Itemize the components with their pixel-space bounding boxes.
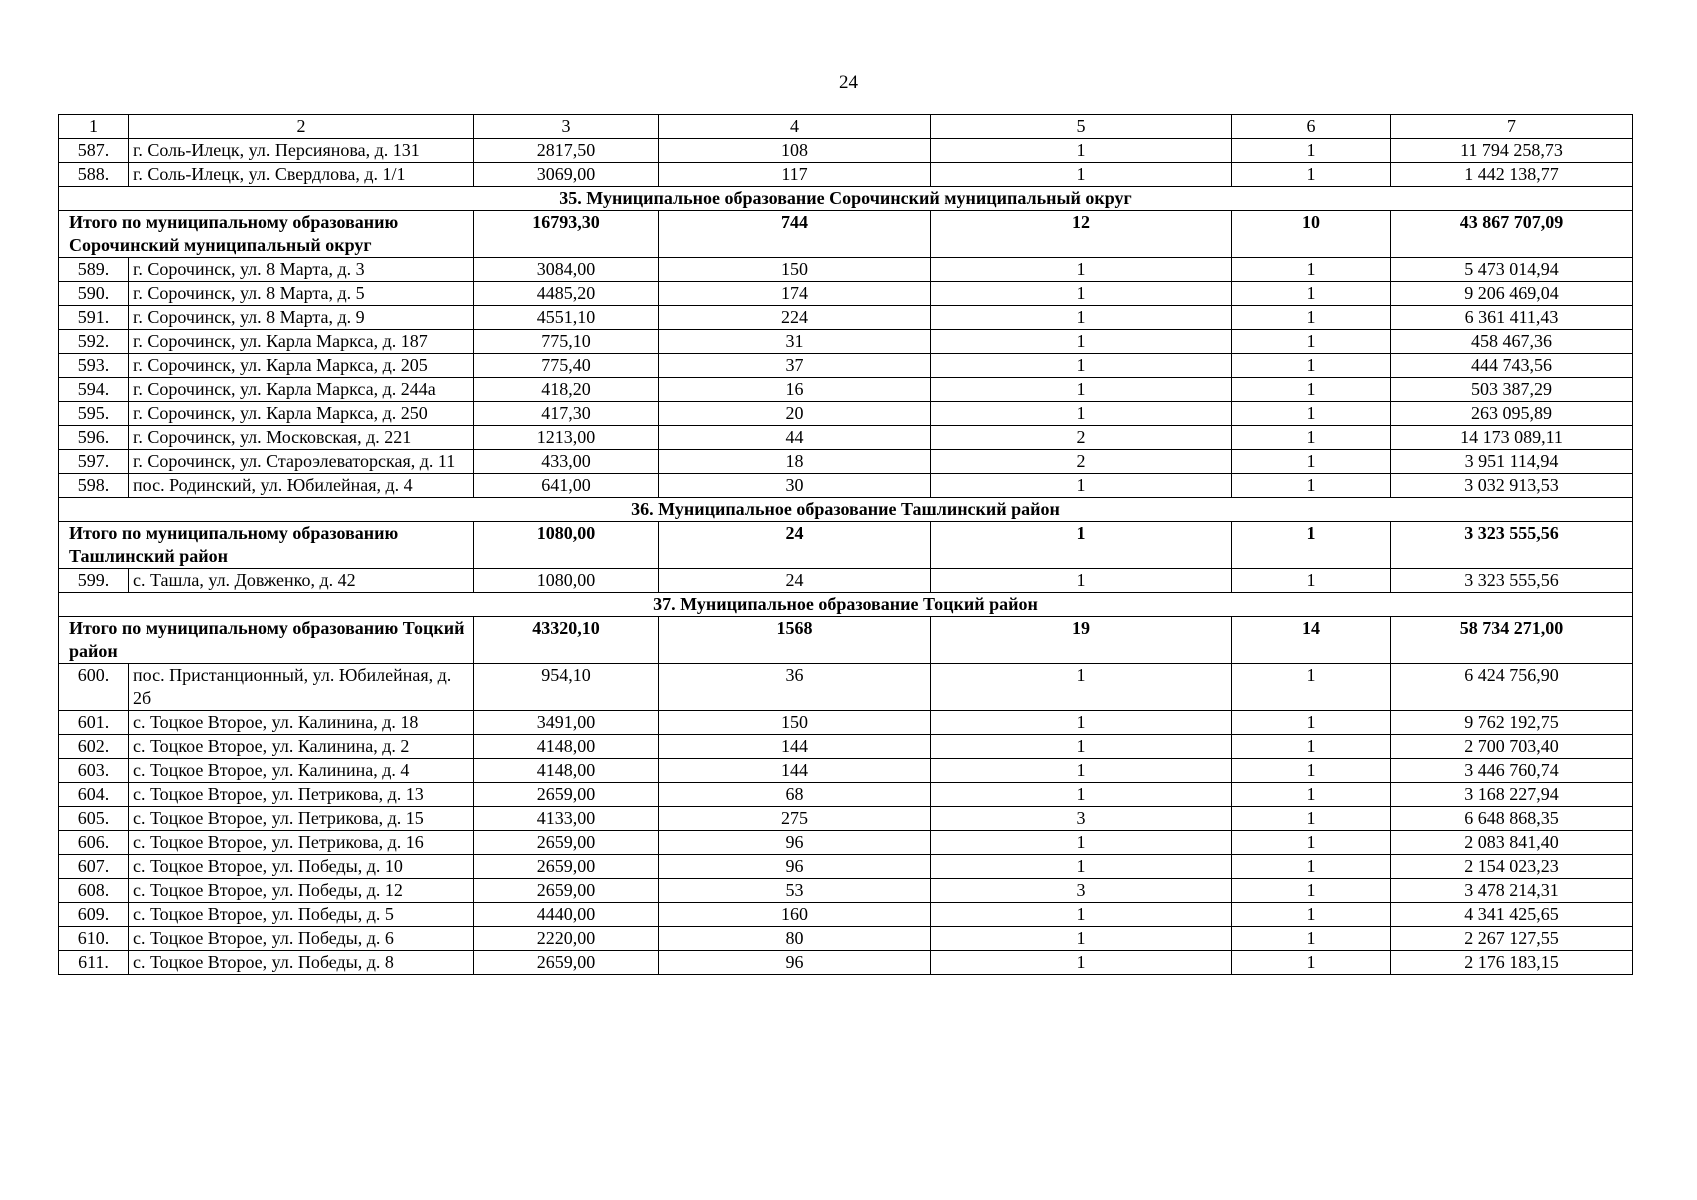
address-cell: с. Тоцкое Второе, ул. Победы, д. 12 bbox=[129, 879, 474, 903]
address-cell: с. Тоцкое Второе, ул. Калинина, д. 4 bbox=[129, 759, 474, 783]
row-number: 607. bbox=[59, 855, 129, 879]
table-row bbox=[59, 474, 1633, 498]
area-cell: 775,10 bbox=[474, 330, 659, 354]
total-sum: 43 867 707,09 bbox=[1391, 211, 1633, 258]
row-number: 593. bbox=[59, 354, 129, 378]
sum-cell: 503 387,29 bbox=[1391, 378, 1633, 402]
table-row bbox=[59, 378, 1633, 402]
count-cell: 144 bbox=[659, 759, 931, 783]
address-cell: г. Сорочинск, ул. Карла Маркса, д. 250 bbox=[129, 402, 474, 426]
col5-cell: 1 bbox=[931, 282, 1232, 306]
page-number: 24 bbox=[839, 72, 858, 93]
section-title: 35. Муниципальное образование Сорочинский муниципальный округ bbox=[59, 187, 1633, 211]
address-cell: г. Соль-Илецк, ул. Свердлова, д. 1/1 bbox=[129, 163, 474, 187]
area-cell: 2659,00 bbox=[474, 831, 659, 855]
address-cell: с. Тоцкое Второе, ул. Петрикова, д. 15 bbox=[129, 807, 474, 831]
table-row bbox=[59, 831, 1633, 855]
count-cell: 150 bbox=[659, 258, 931, 282]
count-cell: 108 bbox=[659, 139, 931, 163]
column-header: 1 bbox=[59, 115, 129, 139]
count-cell: 224 bbox=[659, 306, 931, 330]
area-cell: 4485,20 bbox=[474, 282, 659, 306]
area-cell: 775,40 bbox=[474, 354, 659, 378]
count-cell: 150 bbox=[659, 711, 931, 735]
total-col5: 12 bbox=[931, 211, 1232, 258]
total-col6: 1 bbox=[1232, 522, 1391, 569]
area-cell: 2220,00 bbox=[474, 927, 659, 951]
sum-cell: 2 267 127,55 bbox=[1391, 927, 1633, 951]
col6-cell: 1 bbox=[1232, 903, 1391, 927]
area-cell: 954,10 bbox=[474, 664, 659, 711]
section-header-row bbox=[59, 593, 1633, 617]
col6-cell: 1 bbox=[1232, 306, 1391, 330]
address-cell: с. Тоцкое Второе, ул. Петрикова, д. 13 bbox=[129, 783, 474, 807]
row-number: 608. bbox=[59, 879, 129, 903]
count-cell: 30 bbox=[659, 474, 931, 498]
area-cell: 4133,00 bbox=[474, 807, 659, 831]
count-cell: 96 bbox=[659, 951, 931, 975]
table-row bbox=[59, 354, 1633, 378]
sum-cell: 3 951 114,94 bbox=[1391, 450, 1633, 474]
address-cell: пос. Родинский, ул. Юбилейная, д. 4 bbox=[129, 474, 474, 498]
sum-cell: 6 361 411,43 bbox=[1391, 306, 1633, 330]
col6-cell: 1 bbox=[1232, 855, 1391, 879]
row-number: 591. bbox=[59, 306, 129, 330]
count-cell: 174 bbox=[659, 282, 931, 306]
count-cell: 20 bbox=[659, 402, 931, 426]
col6-cell: 1 bbox=[1232, 330, 1391, 354]
table-row bbox=[59, 450, 1633, 474]
count-cell: 16 bbox=[659, 378, 931, 402]
row-number: 610. bbox=[59, 927, 129, 951]
address-cell: с. Тоцкое Второе, ул. Калинина, д. 18 bbox=[129, 711, 474, 735]
row-number: 599. bbox=[59, 569, 129, 593]
total-label: Итого по муниципальному образованию Сорочинский муниципальный округ bbox=[59, 211, 474, 258]
total-col6: 14 bbox=[1232, 617, 1391, 664]
address-cell: с. Тоцкое Второе, ул. Победы, д. 5 bbox=[129, 903, 474, 927]
total-count: 24 bbox=[659, 522, 931, 569]
table-row bbox=[59, 927, 1633, 951]
area-cell: 2817,50 bbox=[474, 139, 659, 163]
address-cell: с. Тоцкое Второе, ул. Петрикова, д. 16 bbox=[129, 831, 474, 855]
col5-cell: 1 bbox=[931, 927, 1232, 951]
table-row bbox=[59, 711, 1633, 735]
sum-cell: 9 206 469,04 bbox=[1391, 282, 1633, 306]
address-cell: г. Сорочинск, ул. 8 Марта, д. 3 bbox=[129, 258, 474, 282]
row-number: 594. bbox=[59, 378, 129, 402]
col5-cell: 1 bbox=[931, 951, 1232, 975]
row-number: 601. bbox=[59, 711, 129, 735]
col6-cell: 1 bbox=[1232, 354, 1391, 378]
column-header: 6 bbox=[1232, 115, 1391, 139]
count-cell: 96 bbox=[659, 831, 931, 855]
row-number: 604. bbox=[59, 783, 129, 807]
count-cell: 144 bbox=[659, 735, 931, 759]
total-row bbox=[59, 617, 1633, 664]
area-cell: 3491,00 bbox=[474, 711, 659, 735]
col5-cell: 3 bbox=[931, 879, 1232, 903]
total-count: 1568 bbox=[659, 617, 931, 664]
sum-cell: 3 478 214,31 bbox=[1391, 879, 1633, 903]
row-number: 587. bbox=[59, 139, 129, 163]
sum-cell: 5 473 014,94 bbox=[1391, 258, 1633, 282]
row-number: 597. bbox=[59, 450, 129, 474]
col5-cell: 1 bbox=[931, 306, 1232, 330]
count-cell: 36 bbox=[659, 664, 931, 711]
table-row bbox=[59, 569, 1633, 593]
address-cell: г. Сорочинск, ул. Карла Маркса, д. 205 bbox=[129, 354, 474, 378]
row-number: 611. bbox=[59, 951, 129, 975]
table-row bbox=[59, 855, 1633, 879]
sum-cell: 14 173 089,11 bbox=[1391, 426, 1633, 450]
count-cell: 18 bbox=[659, 450, 931, 474]
count-cell: 80 bbox=[659, 927, 931, 951]
sum-cell: 3 446 760,74 bbox=[1391, 759, 1633, 783]
col5-cell: 1 bbox=[931, 378, 1232, 402]
col6-cell: 1 bbox=[1232, 951, 1391, 975]
col6-cell: 1 bbox=[1232, 450, 1391, 474]
col5-cell: 2 bbox=[931, 426, 1232, 450]
area-cell: 2659,00 bbox=[474, 783, 659, 807]
count-cell: 275 bbox=[659, 807, 931, 831]
table-row bbox=[59, 258, 1633, 282]
area-cell: 4440,00 bbox=[474, 903, 659, 927]
address-cell: г. Сорочинск, ул. 8 Марта, д. 9 bbox=[129, 306, 474, 330]
sum-cell: 2 700 703,40 bbox=[1391, 735, 1633, 759]
sum-cell: 2 154 023,23 bbox=[1391, 855, 1633, 879]
area-cell: 4148,00 bbox=[474, 759, 659, 783]
col6-cell: 1 bbox=[1232, 783, 1391, 807]
sum-cell: 2 083 841,40 bbox=[1391, 831, 1633, 855]
area-cell: 1213,00 bbox=[474, 426, 659, 450]
table-row bbox=[59, 426, 1633, 450]
address-cell: г. Сорочинск, ул. Карла Маркса, д. 244а bbox=[129, 378, 474, 402]
count-cell: 117 bbox=[659, 163, 931, 187]
col5-cell: 1 bbox=[931, 163, 1232, 187]
section-title: 36. Муниципальное образование Ташлинский район bbox=[59, 498, 1633, 522]
total-col5: 19 bbox=[931, 617, 1232, 664]
column-header: 7 bbox=[1391, 115, 1633, 139]
count-cell: 24 bbox=[659, 569, 931, 593]
area-cell: 4148,00 bbox=[474, 735, 659, 759]
total-col5: 1 bbox=[931, 522, 1232, 569]
area-cell: 2659,00 bbox=[474, 951, 659, 975]
sum-cell: 3 032 913,53 bbox=[1391, 474, 1633, 498]
col5-cell: 1 bbox=[931, 735, 1232, 759]
col5-cell: 1 bbox=[931, 354, 1232, 378]
column-header: 2 bbox=[129, 115, 474, 139]
sum-cell: 4 341 425,65 bbox=[1391, 903, 1633, 927]
total-row bbox=[59, 211, 1633, 258]
address-cell: г. Сорочинск, ул. Карла Маркса, д. 187 bbox=[129, 330, 474, 354]
total-sum: 58 734 271,00 bbox=[1391, 617, 1633, 664]
area-cell: 4551,10 bbox=[474, 306, 659, 330]
col6-cell: 1 bbox=[1232, 711, 1391, 735]
count-cell: 31 bbox=[659, 330, 931, 354]
col6-cell: 1 bbox=[1232, 474, 1391, 498]
col6-cell: 1 bbox=[1232, 735, 1391, 759]
table-row bbox=[59, 759, 1633, 783]
col5-cell: 1 bbox=[931, 139, 1232, 163]
section-header-row bbox=[59, 498, 1633, 522]
count-cell: 68 bbox=[659, 783, 931, 807]
table-row bbox=[59, 664, 1633, 711]
table-row bbox=[59, 903, 1633, 927]
address-cell: с. Тоцкое Второе, ул. Калинина, д. 2 bbox=[129, 735, 474, 759]
address-cell: с. Тоцкое Второе, ул. Победы, д. 10 bbox=[129, 855, 474, 879]
col5-cell: 3 bbox=[931, 807, 1232, 831]
col5-cell: 1 bbox=[931, 783, 1232, 807]
row-number: 603. bbox=[59, 759, 129, 783]
total-area: 1080,00 bbox=[474, 522, 659, 569]
col6-cell: 1 bbox=[1232, 664, 1391, 711]
area-cell: 1080,00 bbox=[474, 569, 659, 593]
area-cell: 417,30 bbox=[474, 402, 659, 426]
table-row bbox=[59, 402, 1633, 426]
total-area: 43320,10 bbox=[474, 617, 659, 664]
table-row bbox=[59, 879, 1633, 903]
col5-cell: 1 bbox=[931, 569, 1232, 593]
total-sum: 3 323 555,56 bbox=[1391, 522, 1633, 569]
sum-cell: 9 762 192,75 bbox=[1391, 711, 1633, 735]
col6-cell: 1 bbox=[1232, 759, 1391, 783]
row-number: 595. bbox=[59, 402, 129, 426]
sum-cell: 458 467,36 bbox=[1391, 330, 1633, 354]
col5-cell: 2 bbox=[931, 450, 1232, 474]
address-cell: с. Ташла, ул. Довженко, д. 42 bbox=[129, 569, 474, 593]
table-row bbox=[59, 282, 1633, 306]
col5-cell: 1 bbox=[931, 664, 1232, 711]
col6-cell: 1 bbox=[1232, 282, 1391, 306]
row-number: 606. bbox=[59, 831, 129, 855]
row-number: 600. bbox=[59, 664, 129, 711]
col5-cell: 1 bbox=[931, 711, 1232, 735]
col6-cell: 1 bbox=[1232, 258, 1391, 282]
col5-cell: 1 bbox=[931, 402, 1232, 426]
total-row bbox=[59, 522, 1633, 569]
col6-cell: 1 bbox=[1232, 426, 1391, 450]
sum-cell: 11 794 258,73 bbox=[1391, 139, 1633, 163]
total-label: Итого по муниципальному образованию Тоцкий район bbox=[59, 617, 474, 664]
housing-table bbox=[58, 114, 1633, 975]
table-row bbox=[59, 735, 1633, 759]
address-cell: с. Тоцкое Второе, ул. Победы, д. 6 bbox=[129, 927, 474, 951]
table-row bbox=[59, 951, 1633, 975]
col6-cell: 1 bbox=[1232, 807, 1391, 831]
row-number: 589. bbox=[59, 258, 129, 282]
sum-cell: 3 168 227,94 bbox=[1391, 783, 1633, 807]
address-cell: с. Тоцкое Второе, ул. Победы, д. 8 bbox=[129, 951, 474, 975]
sum-cell: 1 442 138,77 bbox=[1391, 163, 1633, 187]
count-cell: 37 bbox=[659, 354, 931, 378]
address-cell: пос. Пристанционный, ул. Юбилейная, д. 2б bbox=[129, 664, 474, 711]
total-count: 744 bbox=[659, 211, 931, 258]
row-number: 596. bbox=[59, 426, 129, 450]
row-number: 592. bbox=[59, 330, 129, 354]
area-cell: 418,20 bbox=[474, 378, 659, 402]
total-area: 16793,30 bbox=[474, 211, 659, 258]
table-row bbox=[59, 163, 1633, 187]
col5-cell: 1 bbox=[931, 330, 1232, 354]
area-cell: 2659,00 bbox=[474, 879, 659, 903]
column-header-row bbox=[59, 115, 1633, 139]
column-header: 5 bbox=[931, 115, 1232, 139]
sum-cell: 444 743,56 bbox=[1391, 354, 1633, 378]
row-number: 590. bbox=[59, 282, 129, 306]
address-cell: г. Соль-Илецк, ул. Персиянова, д. 131 bbox=[129, 139, 474, 163]
area-cell: 641,00 bbox=[474, 474, 659, 498]
row-number: 588. bbox=[59, 163, 129, 187]
column-header: 3 bbox=[474, 115, 659, 139]
sum-cell: 263 095,89 bbox=[1391, 402, 1633, 426]
area-cell: 3084,00 bbox=[474, 258, 659, 282]
section-header-row bbox=[59, 187, 1633, 211]
count-cell: 53 bbox=[659, 879, 931, 903]
col6-cell: 1 bbox=[1232, 831, 1391, 855]
column-header: 4 bbox=[659, 115, 931, 139]
col5-cell: 1 bbox=[931, 759, 1232, 783]
col6-cell: 1 bbox=[1232, 139, 1391, 163]
row-number: 598. bbox=[59, 474, 129, 498]
col5-cell: 1 bbox=[931, 855, 1232, 879]
sum-cell: 6 424 756,90 bbox=[1391, 664, 1633, 711]
col5-cell: 1 bbox=[931, 258, 1232, 282]
col5-cell: 1 bbox=[931, 474, 1232, 498]
col6-cell: 1 bbox=[1232, 569, 1391, 593]
table-row bbox=[59, 783, 1633, 807]
row-number: 602. bbox=[59, 735, 129, 759]
col5-cell: 1 bbox=[931, 831, 1232, 855]
col6-cell: 1 bbox=[1232, 402, 1391, 426]
count-cell: 44 bbox=[659, 426, 931, 450]
row-number: 609. bbox=[59, 903, 129, 927]
col5-cell: 1 bbox=[931, 903, 1232, 927]
count-cell: 96 bbox=[659, 855, 931, 879]
address-cell: г. Сорочинск, ул. Московская, д. 221 bbox=[129, 426, 474, 450]
count-cell: 160 bbox=[659, 903, 931, 927]
col6-cell: 1 bbox=[1232, 927, 1391, 951]
section-title: 37. Муниципальное образование Тоцкий район bbox=[59, 593, 1633, 617]
total-label: Итого по муниципальному образованию Ташлинский район bbox=[59, 522, 474, 569]
sum-cell: 3 323 555,56 bbox=[1391, 569, 1633, 593]
address-cell: г. Сорочинск, ул. Староэлеваторская, д. 11 bbox=[129, 450, 474, 474]
table-row bbox=[59, 807, 1633, 831]
area-cell: 3069,00 bbox=[474, 163, 659, 187]
total-col6: 10 bbox=[1232, 211, 1391, 258]
address-cell: г. Сорочинск, ул. 8 Марта, д. 5 bbox=[129, 282, 474, 306]
table-row bbox=[59, 306, 1633, 330]
sum-cell: 2 176 183,15 bbox=[1391, 951, 1633, 975]
col6-cell: 1 bbox=[1232, 163, 1391, 187]
row-number: 605. bbox=[59, 807, 129, 831]
col6-cell: 1 bbox=[1232, 879, 1391, 903]
table-row bbox=[59, 330, 1633, 354]
area-cell: 433,00 bbox=[474, 450, 659, 474]
col6-cell: 1 bbox=[1232, 378, 1391, 402]
sum-cell: 6 648 868,35 bbox=[1391, 807, 1633, 831]
table-row bbox=[59, 139, 1633, 163]
area-cell: 2659,00 bbox=[474, 855, 659, 879]
